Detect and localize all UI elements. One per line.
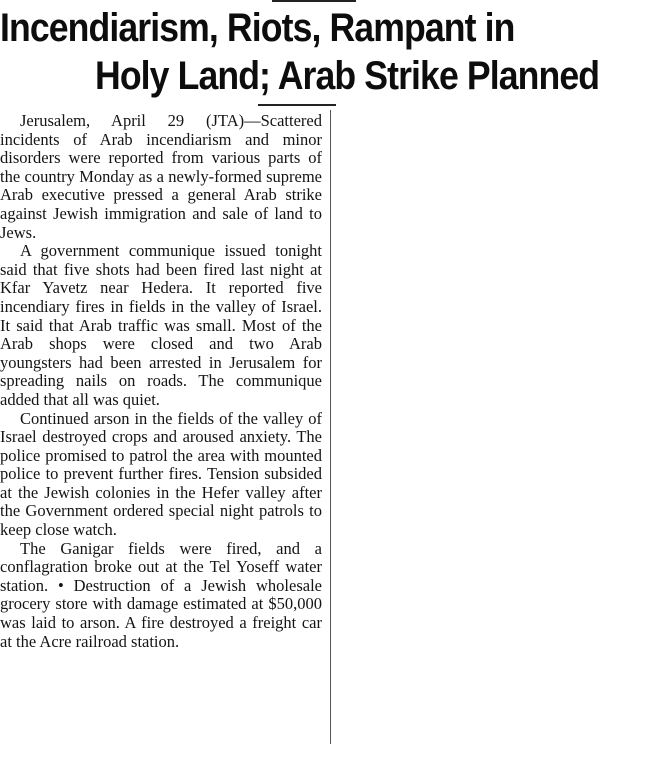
article-paragraph: Continued arson in the fields of the valley of Israel destroyed crops and aroused anxiety. The police promised to patrol the area with mounted police to prevent further fires. Tension subsided at the Jewish colonies in the Hefer valley after the Government ordered special night patrols to keep close watch.	[0, 408, 322, 540]
headline-line-2: Holy Land; Arab Strike Planned	[95, 54, 600, 98]
headline	[0, 4, 670, 100]
article-paragraph: The Ganigar fields were fired, and a conflagration broke out at the Tel Yoseff water station. • Destruction of a Jewish wholesale grocery store with damage estimated at $50,000 was laid to arson. A fire destroyed a freight car at the Acre railroad station.	[0, 538, 322, 651]
column-rule	[330, 110, 331, 744]
article-paragraph: A government communique issued tonight said that five shots had been fired last night at Kfar Yavetz near Hedera. It reported five incendiary fires in fields in the valley of Israel. It said that Arab traffic was small. Most of the Arab shops were closed and two Arab youngsters had been arrested in Jerusalem for spreading nails on roads. The communique added that all was quiet.	[0, 241, 322, 409]
headline-line-1: Incendiarism, Riots, Rampant in	[0, 6, 515, 50]
top-rule	[272, 0, 356, 2]
article-paragraph: Jerusalem, April 29 (JTA)—Scattered incidents of Arab incendiarism and minor disorders were reported from various parts of the country Monday as a newly-formed supreme Arab executive pressed a general Arab strike against Jewish immigration and sale of land to Jews.	[0, 111, 322, 242]
headline-divider	[258, 104, 336, 106]
article-body	[0, 112, 322, 651]
